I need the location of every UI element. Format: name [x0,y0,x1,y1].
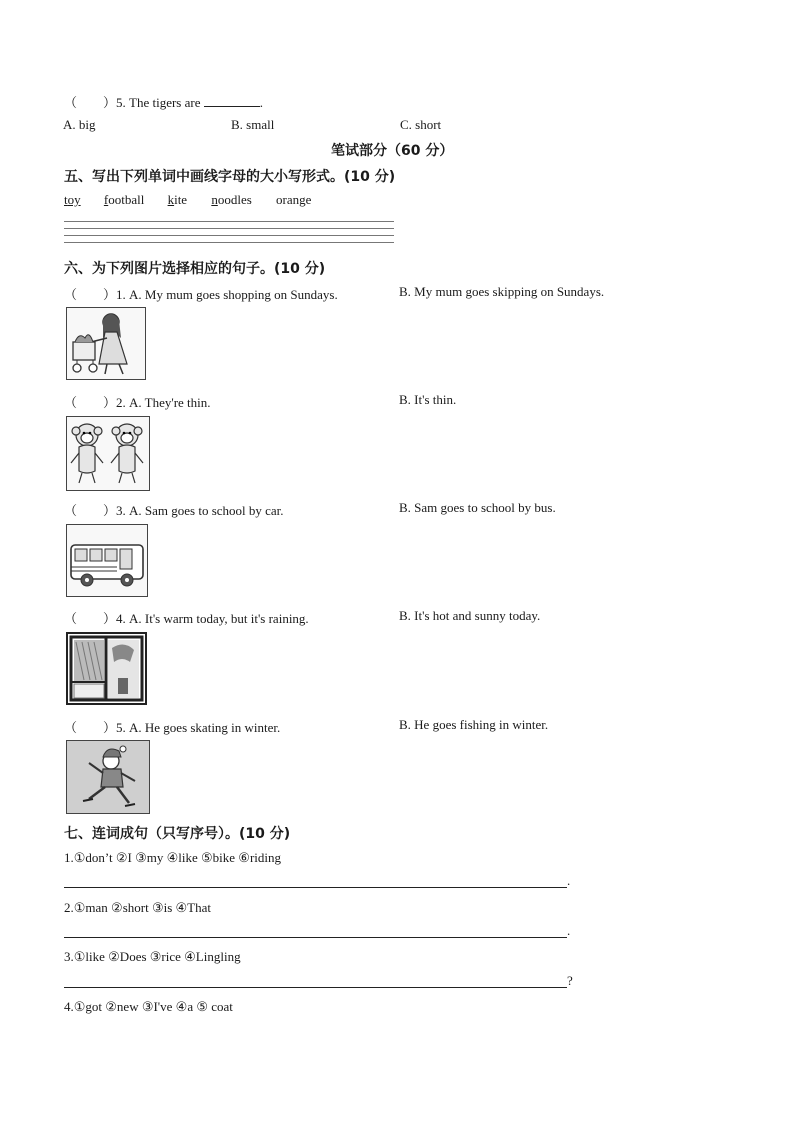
s6-item-3-option-b: B. Sam goes to school by bus. [399,500,556,515]
answer-line-2-end: . [567,923,571,938]
word-noodles: noodles [211,192,252,207]
woman-shopping-cart-icon [66,307,146,380]
writing-lines[interactable] [64,221,394,243]
s6-item-1-option-b: B. My mum goes skipping on Sundays. [399,284,605,299]
answer-line-3-end: ? [567,973,573,988]
word-orange: orange [276,192,312,207]
option-a: A. big [63,117,96,132]
answer-blank[interactable] [204,94,260,107]
s6-item-2-option-b: B. It's thin. [399,392,457,407]
s6-item-5-option-b: B. He goes fishing in winter. [399,717,549,732]
s7-item-1: 1.①don’t ②I ③my ④like ⑤bike ⑥riding [64,850,282,865]
prev-question-5: （ ）5. The tigers are . [64,95,263,110]
answer-line-3[interactable] [64,987,567,988]
s6-item-2: （ ）2. A. They're thin. [64,395,211,410]
answer-line-1[interactable] [64,887,567,888]
question-text: The tigers are [129,95,201,110]
section-6-title: 六、为下列图片选择相应的句子。(10 分) [64,261,326,277]
word-football: football [103,192,145,207]
section-5-title: 五、写出下列单词中画线字母的大小写形式。(10 分) [64,169,396,185]
s6-item-4-option-b: B. It's hot and sunny today. [399,608,541,623]
rainy-window-icon [66,632,147,705]
s7-item-2: 2.①man ②short ③is ④That [64,900,211,915]
word-kite: kite [167,192,188,207]
s6-item-1: （ ）1. A. My mum goes shopping on Sundays. [64,287,338,302]
answer-line-1-end: . [567,873,571,888]
written-part-heading: 笔试部分（60 分） [331,143,454,159]
s7-item-3: 3.①like ②Does ③rice ④Lingling [64,949,241,964]
word-toy: toy [64,192,81,207]
word-list [64,192,311,208]
boy-skating-icon [66,740,150,814]
option-b: B. small [231,117,275,132]
two-monkeys-icon [66,416,150,491]
s6-item-4: （ ）4. A. It's warm today, but it's raining. [64,611,309,626]
bus-icon [66,524,148,597]
answer-line-2[interactable] [64,937,567,938]
option-c: C. short [400,117,442,132]
s6-item-3: （ ）3. A. Sam goes to school by car. [64,503,284,518]
s7-item-4: 4.①got ②new ③I've ④a ⑤ coat [64,999,233,1014]
s6-item-5: （ ）5. A. He goes skating in winter. [64,720,281,735]
question-number: （ ）5. [64,95,126,110]
section-7-title: 七、连词成句（只写序号）。(10 分) [64,826,291,842]
